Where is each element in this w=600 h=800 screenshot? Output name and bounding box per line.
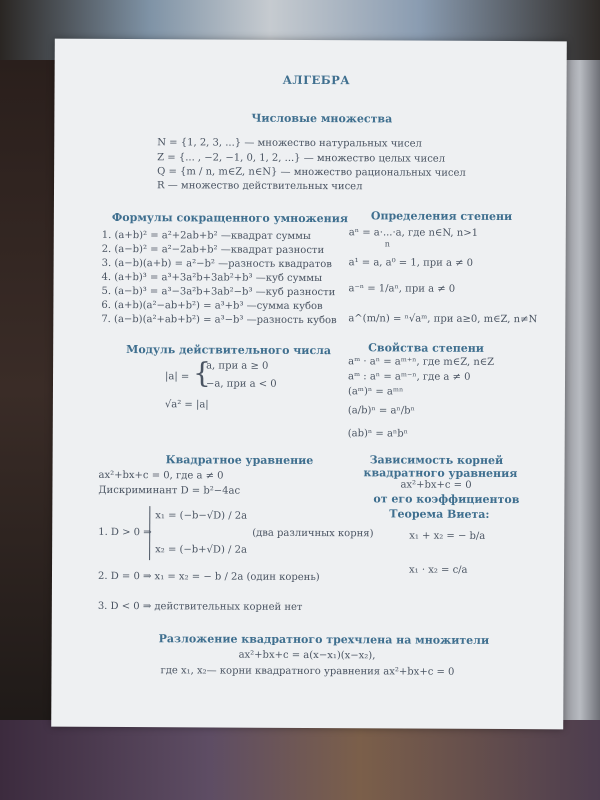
- power-def-line: a¹ = a, a⁰ = 1, при a ≠ 0: [348, 257, 474, 269]
- quadratic-heading: Квадратное уравнение: [165, 453, 314, 468]
- two-roots-note: (два различных корня): [252, 527, 374, 540]
- root-x2-formula: x₂ = (−b+√D) / 2a: [155, 544, 247, 556]
- number-sets-heading: Числовые множества: [251, 111, 393, 126]
- vieta-heading-1: Зависимость корней: [369, 453, 504, 468]
- formula-line: 6. (a+b)(a²−ab+b²) = a³+b³ —сумма кубов: [101, 299, 323, 313]
- brace-icon: {: [192, 356, 211, 390]
- number-set-line: N = {1, 2, 3, ...} — множество натуральных чисел: [157, 137, 422, 150]
- power-props-heading: Свойства степени: [368, 341, 485, 355]
- vieta-product: x₁ · x₂ = c/a: [408, 564, 468, 576]
- background-fabric-bottom: [0, 720, 600, 800]
- power-def-line: a^(m/n) = ⁿ√aᵐ, при a≥0, m∈Z, n≠N: [348, 313, 538, 326]
- vieta-heading-2: квадратного уравнения: [363, 466, 518, 481]
- number-set-line: Z = {... , −2, −1, 0, 1, 2, ...} — множество целых чисел: [157, 152, 446, 165]
- case-d-zero: 2. D = 0 ⇒ x₁ = x₂ = − b / 2a (один корень): [97, 570, 320, 584]
- power-def-heading: Определения степени: [370, 209, 513, 224]
- power-prop-line: aᵐ : aⁿ = aᵐ⁻ⁿ, где a ≠ 0: [348, 371, 471, 383]
- case-d-positive: 1. D > 0 ⇒: [98, 526, 152, 539]
- power-def-n: n: [384, 239, 390, 249]
- factor-heading: Разложение квадратного трехчлена на множители: [158, 632, 490, 647]
- formula-line: 7. (a−b)(a²+ab+b²) = a³−b³ —разность кубов: [101, 313, 337, 327]
- number-set-line: R — множество действительных чисел: [157, 180, 363, 193]
- abs-value-heading: Модуль действительного числа: [126, 343, 332, 358]
- power-def-line: aⁿ = a·...·a, где n∈N, n>1: [348, 227, 479, 239]
- root-x1-formula: x₁ = (−b−√D) / 2a: [155, 510, 248, 522]
- abs-sqrt-formula: √a² = |a|: [164, 399, 209, 411]
- factor-roots-note: где x₁, x₂— корни квадратного уравнения ax²+bx+c = 0: [160, 665, 455, 678]
- power-prop-line: (aᵐ)ⁿ = aᵐⁿ: [347, 386, 404, 398]
- formula-line: 2. (a−b)² = a²−2ab+b² —квадрат разности: [101, 243, 325, 257]
- number-set-line: Q = {m / n, m∈Z, n∈N} — множество рациональных чисел: [157, 166, 466, 179]
- factor-formula: ax²+bx+c = a(x−x₁)(x−x₂),: [238, 649, 376, 662]
- abs-case-negative: −a, при a < 0: [205, 378, 277, 390]
- vieta-sum: x₁ + x₂ = − b/a: [409, 530, 486, 542]
- power-def-line: a⁻ⁿ = 1/aⁿ, при a ≠ 0: [348, 283, 456, 295]
- short-mult-heading: Формулы сокращенного умножения: [111, 210, 349, 226]
- page-title: АЛГЕБРА: [282, 72, 351, 88]
- power-prop-line: (ab)ⁿ = aⁿbⁿ: [347, 428, 409, 440]
- formula-line: 4. (a+b)³ = a³+3a²b+3ab²+b³ —куб суммы: [101, 271, 323, 285]
- system-bracket: [149, 506, 150, 560]
- vieta-theorem-heading: Теорема Виета:: [389, 507, 490, 521]
- abs-case-positive: a, при a ≥ 0: [206, 360, 269, 372]
- power-prop-line: aᵐ · aⁿ = aᵐ⁺ⁿ, где m∈Z, n∈Z: [348, 356, 495, 368]
- formula-line: 3. (a−b)(a+b) = a²−b² —разность квадратов: [101, 257, 332, 271]
- power-prop-line: (a/b)ⁿ = aⁿ/bⁿ: [347, 405, 415, 417]
- vieta-equation: ax²+bx+c = 0: [400, 479, 472, 491]
- book-page: [51, 39, 567, 730]
- case-d-negative: 3. D < 0 ⇒ действительных корней нет: [97, 600, 303, 613]
- vieta-heading-3: от его коэффициентов: [373, 492, 520, 507]
- formula-line: 5. (a−b)³ = a³−3a²b+3ab²−b³ —куб разности: [101, 285, 336, 299]
- discriminant-formula: Дискриминант D = b²−4ac: [98, 484, 241, 497]
- quadratic-equation: ax²+bx+c = 0, где a ≠ 0: [98, 469, 224, 482]
- formula-line: 1. (a+b)² = a²+2ab+b² —квадрат суммы: [101, 229, 311, 243]
- abs-lhs: |a| =: [165, 371, 190, 383]
